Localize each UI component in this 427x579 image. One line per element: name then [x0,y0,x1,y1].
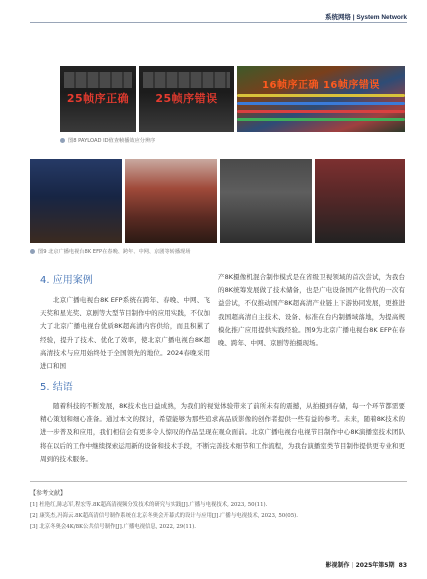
monitor-grid [143,72,230,88]
footer-page-number: 83 [398,562,407,569]
page-footer: 影视制作 | 2025年第5期 83 [325,562,407,569]
cable-green [237,118,405,121]
figure-8-row [60,66,405,132]
caption-dot-icon [60,138,65,143]
photo-monitor-wrong [139,66,234,132]
photo-monitor-correct [60,66,136,132]
reference-item: [3] 北京冬奥会4K/8K公共信号制作[J].广播电视信息, 2022, 29(11). [30,524,197,530]
footer-journal: 影视制作 [325,562,350,569]
section-4-title: 4. 应用案例 [40,275,93,286]
footer-issue: 2025年第5期 [355,562,395,569]
header-rule [30,22,407,23]
overlay-label-correct: 25帧序正确 [66,92,130,105]
caption-dot-icon [30,249,35,254]
photo-tennis-camera [220,159,312,243]
section-5-title: 5. 结语 [40,382,73,393]
section-4-left-paragraph: 北京广播电视台8K EFP系统在跨年、春晚、中网、飞天奖和星光奖、京剧等大型节目制作中的应用实践，不仅加大了北京广播电视台优质8K超高清内容供给，而且积累了经验，提升了技术、优化了效率，使北京广播电视台8K超高清技术与应用始终处于全国领先的地位。2024春晚采用进口和国 [40,296,210,371]
overlay-label-wrong: 25帧序错误 [155,92,218,105]
photo-stage-camera [125,159,217,243]
monitor-grid [64,72,132,88]
references-rule [30,481,407,482]
photo-cables [237,66,405,132]
figure-9-row [30,159,405,243]
cable-red [237,110,405,113]
references-title: 【参考文献】 [30,490,67,497]
figure-9-caption: 图9 北京广播电视台8K EFP在春晚、跨年、中网、京剧等转播现场 [30,248,190,255]
reference-item: [1] 杜艳红,陈志军,程宏等.8K超高清视频分发技术的研究与实践[J].广播与电视技术, 2023, 50(11). [30,502,268,508]
section-4-right-paragraph: 产8K摄像机混合制作模式是在省级卫视领域的首次尝试，为我台的8K统筹发展做了技术储备，也是广电设备国产化替代的一次有益尝试，不仅推动国产8K超高清产业链上下游协同发展，更推进我国超高清自主技术、设备、标准在台内制播域落地，为提高规模化推广应用提供实践经验。图9为北京广播电视台8K EFP在春晚、跨年、中网、京剧等拍摄现场。 [218,273,405,348]
reference-item: [2] 康笑杰,冯海云.8K超高清信号制作系统在北京冬奥会开幕式的设计与应用[J].广播与电视技术, 2023, 50(05). [30,513,298,519]
section-5-paragraph: 随着科技的不断发展，8K技术也日益成熟，为我们的视觉体验带来了前所未有的震撼，从拍摄到存储，每一个环节都需要精心策划和细心准备。通过本文的探讨，希望能够为那些追求高品质影像的创作者提供一些有益的参考。未来，随着8K技术的进一步普及和应用，我们相信会有更多令人惊叹的作品呈现在观众面前。北京广播电视台电视节目制作中心8K演播室技术团队将在以后的工作中继续探索运用新的设备和技术手段，不断完善技术细节和工作流程，为我台演播室类节目制作提供更专业和更周到的技术服务。 [40,402,405,463]
header-section-label: 系统网络 | System Network [324,14,407,21]
overlay-label-16: 16帧序正确 16帧序错误 [262,80,380,91]
photo-camera-operator [30,159,122,243]
cable-blue [237,102,405,105]
cable-yellow [237,94,405,97]
figure-8-caption: 图8 PAYLOAD ID值查帧播效应分辨序 [60,137,155,144]
photo-control-room [315,159,405,243]
